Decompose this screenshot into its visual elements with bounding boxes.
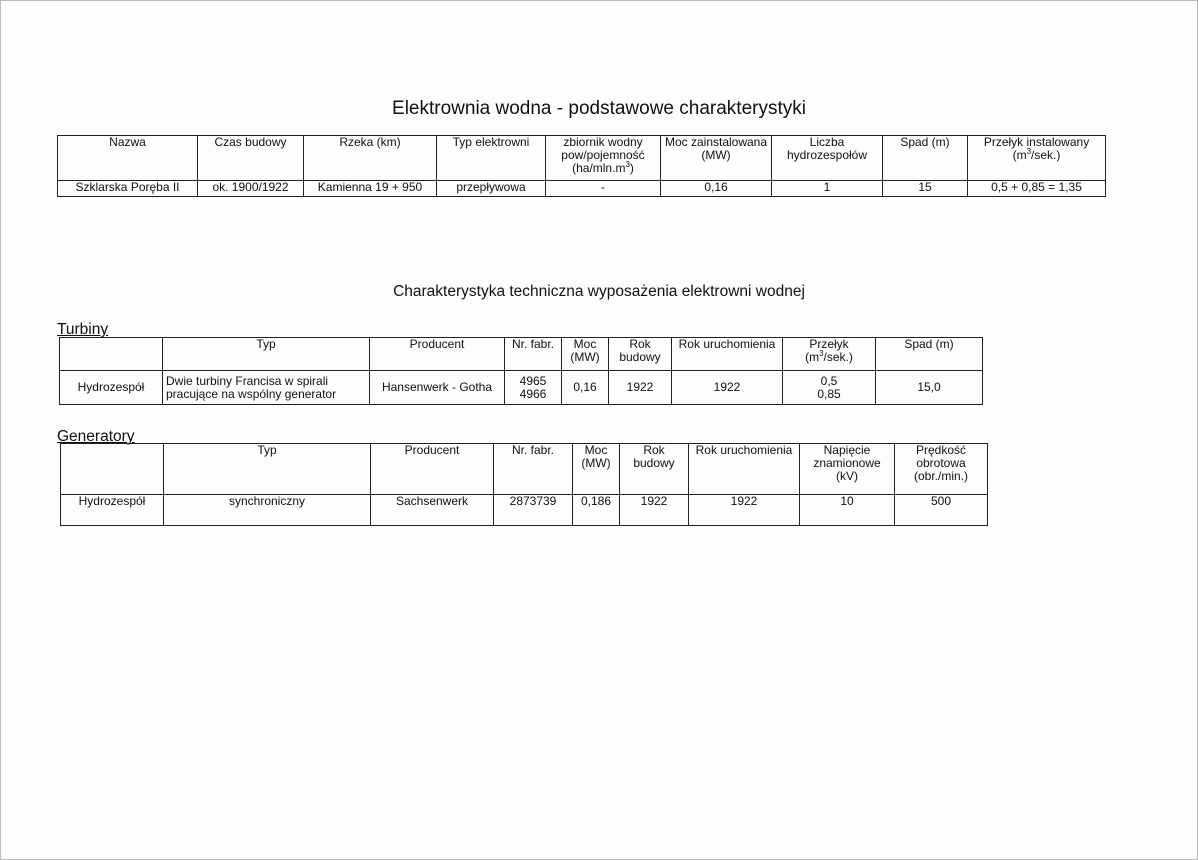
cell-typ: Dwie turbiny Francisa w spirali pracujące na wspólny generator xyxy=(163,371,370,405)
cell-rok-budowy: 1922 xyxy=(609,371,672,405)
cell-rzeka: Kamienna 19 + 950 xyxy=(304,181,437,197)
cell-name: Hydrozespół xyxy=(60,371,163,405)
header-predkosc: Prędkość obrotowa (obr./min.) xyxy=(895,444,988,495)
header-typ: Typ xyxy=(163,338,370,371)
header-moc: Moc (MW) xyxy=(573,444,620,495)
basic-characteristics-table xyxy=(57,135,1106,197)
header-typ: Typ xyxy=(164,444,371,495)
section-label-turbiny: Turbiny xyxy=(57,321,109,338)
section-label-generatory: Generatory xyxy=(57,428,135,445)
header-czas-budowy: Czas budowy xyxy=(198,136,304,181)
cell-typ: synchroniczny xyxy=(164,495,371,526)
table-row xyxy=(60,371,983,405)
header-zbiornik: zbiornik wodny pow/pojemność $(ha/mln.m^3)$ xyxy=(546,136,661,181)
header-moc: Moc (MW) xyxy=(562,338,609,371)
table-row xyxy=(61,495,988,526)
turbines-table xyxy=(59,337,983,405)
cell-rok-uruchomienia: 1922 xyxy=(689,495,800,526)
cell-przelyk: 0,5 0,85 xyxy=(783,371,876,405)
cell-typ: przepływowa xyxy=(437,181,546,197)
header-rok-uruchomienia: Rok uruchomienia xyxy=(689,444,800,495)
header-moc: Moc zainstalowana (MW) xyxy=(661,136,772,181)
header-spad: Spad (m) xyxy=(876,338,983,371)
generators-table xyxy=(60,443,988,526)
header-rok-uruchomienia: Rok uruchomienia xyxy=(672,338,783,371)
cell-spad: 15 xyxy=(883,181,968,197)
cell-rok-budowy: 1922 xyxy=(620,495,689,526)
header-nr-fabr: Nr. fabr. xyxy=(505,338,562,371)
header-rok-budowy: Rok budowy xyxy=(609,338,672,371)
header-typ-elektrowni: Typ elektrowni xyxy=(437,136,546,181)
cell-moc: 0,186 xyxy=(573,495,620,526)
cell-producent: Hansenwerk - Gotha xyxy=(370,371,505,405)
header-producent: Producent xyxy=(371,444,494,495)
cell-spad: 15,0 xyxy=(876,371,983,405)
header-producent: Producent xyxy=(370,338,505,371)
header-przelyk: Przełyk instalowany $(m^3/sek.)$ xyxy=(968,136,1106,181)
cell-nazwa: Szklarska Poręba II xyxy=(58,181,198,197)
header-nr-fabr: Nr. fabr. xyxy=(494,444,573,495)
table-header-row xyxy=(58,136,1106,181)
cell-moc: 0,16 xyxy=(562,371,609,405)
table-row xyxy=(58,181,1106,197)
cell-zbiornik: - xyxy=(546,181,661,197)
header-spad: Spad (m) xyxy=(883,136,968,181)
header-empty xyxy=(61,444,164,495)
cell-napiecie: 10 xyxy=(800,495,895,526)
header-napiecie: Napięcie znamionowe (kV) xyxy=(800,444,895,495)
cell-nr-fabr: 4965 4966 xyxy=(505,371,562,405)
main-title: Elektrownia wodna - podstawowe charakterystyki xyxy=(392,98,806,119)
table-header-row xyxy=(60,338,983,371)
header-rzeka: Rzeka (km) xyxy=(304,136,437,181)
header-nazwa: Nazwa xyxy=(58,136,198,181)
cell-przelyk: 0,5 + 0,85 = 1,35 xyxy=(968,181,1106,197)
cell-liczba: 1 xyxy=(772,181,883,197)
table-header-row xyxy=(61,444,988,495)
cell-nr-fabr: 2873739 xyxy=(494,495,573,526)
cell-czas: ok. 1900/1922 xyxy=(198,181,304,197)
header-przelyk: Przełyk $(m^3/sek.)$ xyxy=(783,338,876,371)
cell-predkosc: 500 xyxy=(895,495,988,526)
header-rok-budowy: Rok budowy xyxy=(620,444,689,495)
cell-rok-uruchomienia: 1922 xyxy=(672,371,783,405)
cell-moc: 0,16 xyxy=(661,181,772,197)
header-liczba: Liczba hydrozespołów xyxy=(772,136,883,181)
header-empty xyxy=(60,338,163,371)
tech-title: Charakterystyka techniczna wyposażenia elektrowni wodnej xyxy=(393,283,805,300)
cell-name: Hydrozespół xyxy=(61,495,164,526)
cell-producent: Sachsenwerk xyxy=(371,495,494,526)
